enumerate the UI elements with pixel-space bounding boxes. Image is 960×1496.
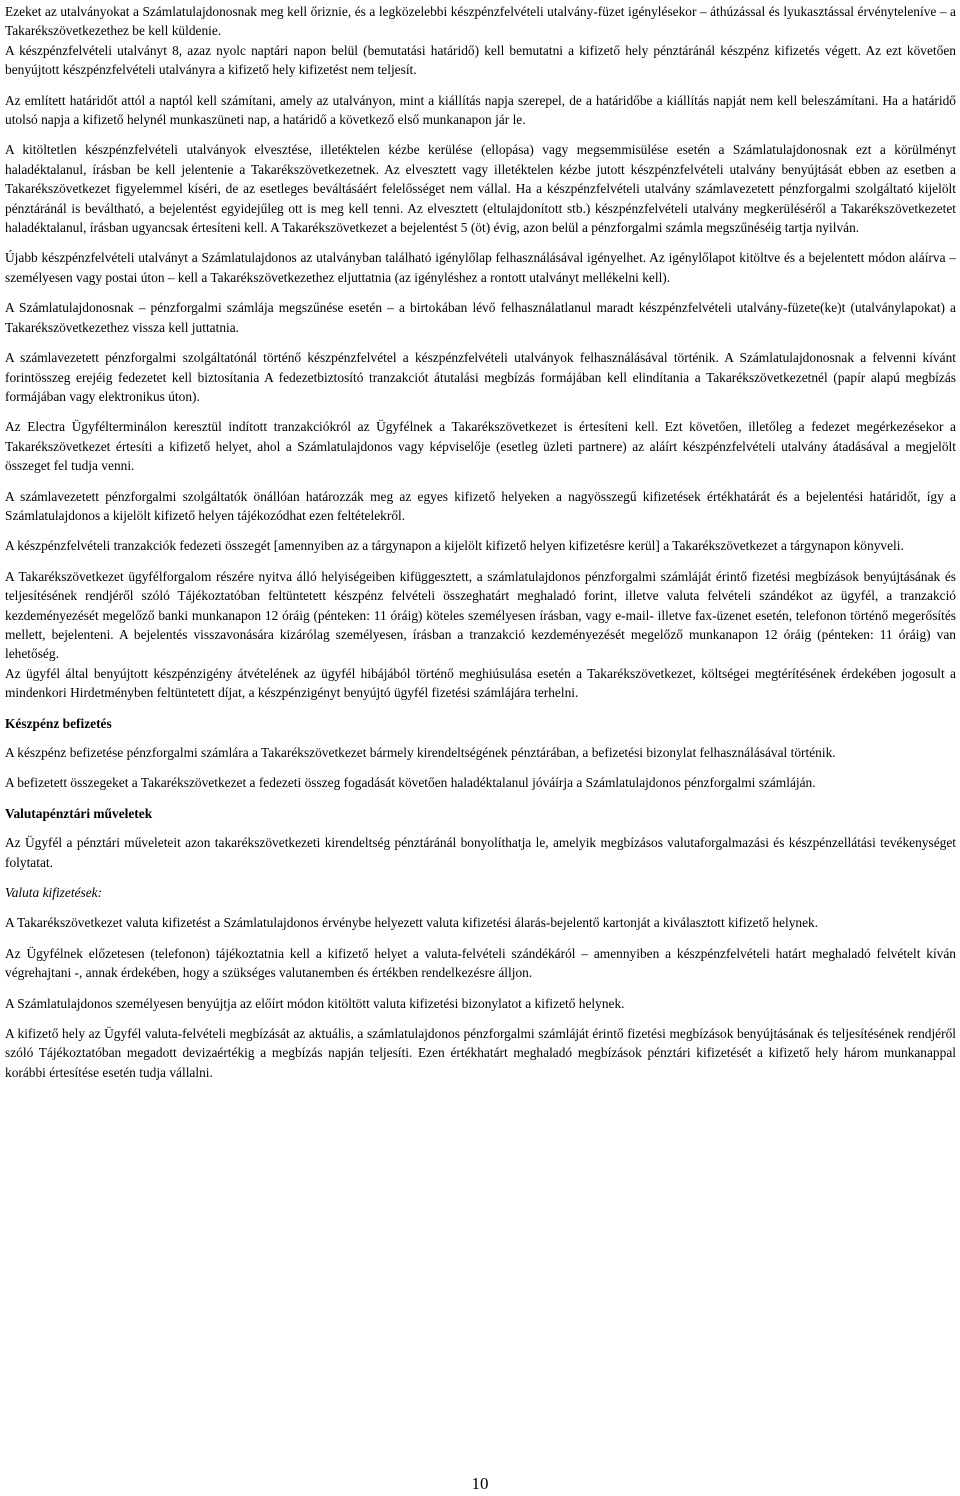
paragraph-fx-payout-1: A Takarékszövetkezet valuta kifizetést a Számlatulajdonos érvénybe helyezett valuta kifizetési álarás-bejelentő kartonját a kiválasztott kifizető helynek.	[5, 915, 819, 931]
heading-cash-deposit: Készpénz befizetés	[5, 715, 112, 731]
subheading-fx-payouts: Valuta kifizetések:	[5, 885, 103, 901]
paragraph-lost-vouchers: A kitöltetlen készpénzfelvételi utalványok elvesztése, illetéktelen kézbe kerülése (ellopása) vagy megsemmisülése esetén a Számlatulajdonosnak ezt a körülményt haladéktalanul, írásban be kell jelentenie a Takarékszövetkezetnek. Az elvesztett vagy illetéktelen kézbe jutott készpénzfelvételi utalvány benyújtását ebben az esetben a Takarékszövetkezet figyelemmel kíséri, de az esetleges beváltásáért felelősséget nem vállal. Ha a készpénzfelvételi utalvány számlavezetett pénzforgalmi szolgáltató kijelölt pénztáránál is beváltható, a bejelentést egyidejűleg ott is meg kell tenni. Az elvesztett (eltulajdonított stb.) készpénzfelvételi utalvány megkerüléséről a Takarékszövetkezetet haladéktalanul, írásban ugyancsak értesíteni kell. A Takarékszövetkezet a bejelentést 5 (öt) évig, azon belül a pénzforgalmi számla megszűnéséig tartja nyilván.	[5, 142, 956, 236]
paragraph-fx-payout-2: Az Ügyfélnek előzetesen (telefonon) tájékoztatnia kell a kifizető helyet a valuta-felvételi szándékáról – amennyiben a készpénzfelvételi határt meghaladó felvételt kíván végrehajtani -, annak érdekében, hogy a szükséges valutanemben és értékben rendelkezésre álljon.	[5, 945, 956, 981]
paragraph-deadline-calculation: Az említett határidőt attól a naptól kell számítani, amely az utalványon, mint a kiállítás napja szerepel, de a határidőbe a kiállítás napját nem kell beleszámítani. Ha a határidő utolsó napja a kifizető helynél munkaszüneti nap, a határidő a következő első munkanapon jár le.	[5, 92, 956, 128]
paragraph-failed-collection: Az ügyfél által benyújtott készpénzigény átvételének az ügyfél hibájából történő meghiúsulása esetén a Takarékszövetkezet, költségei megtérítésének érdekében jogosult a mindenkori Hirdetményben feltüntetett díjat, a készpénzigényt benyújtó ügyfél fizetési számlájára terhelni.	[5, 665, 956, 701]
paragraph-large-payment-limits: A számlavezetett pénzforgalmi szolgáltatók önállóan határozzák meg az egyes kifizető helyeken a nagyösszegű kifizetések értékhatárát és a bejelentési határidőt, így a Számlatulajdonos a kijelölt kifizető helyen tájékozódhat ezen feltételekről.	[5, 488, 956, 523]
paragraph-fx-payout-3: A Számlatulajdonos személyesen benyújtja az előírt módon kitöltött valuta kifizetési bizonylatot a kifizető helynek.	[5, 995, 625, 1011]
heading-fx-cash: Valutapénztári műveletek	[5, 805, 153, 821]
paragraph-booking: A készpénzfelvételi tranzakciók fedezeti összegét [amennyiben az a tárgynapon a kijelölt kifizető helyen kifizetésre kerül] a Takarékszövetkezet a tárgynapon könyveli.	[5, 538, 904, 554]
paragraph-return-vouchers: A Számlatulajdonosnak – pénzforgalmi számlája megszűnése esetén – a birtokában lévő felhasználatlanul maradt készpénzfelvételi utalvány-füzete(ke)t (utalványlapokat) a Takarékszövetkezethez vissza kell juttatnia.	[5, 300, 956, 335]
paragraph-electra-terminal: Az Electra Ügyfélterminálon keresztül indított tranzakciókról az Ügyfélnek a Takarékszövetkezet is értesíteni kell. Ezt követően, illetőleg a fedezet megérkezésekor a Takarékszövetkezet értesíti a kifizető helyet, ahol a Számlatulajdonos vagy képviselője (esetleg üzleti partnere) az aláírt készpénzfelvételi utalvány átadásával a megjelölt összeget fel tudja venni.	[5, 419, 956, 474]
paragraph-presentation-deadline: A készpénzfelvételi utalványt 8, azaz nyolc naptári napon belül (bemutatási határidő) kell bemutatni a kifizető hely pénztáránál készpénz kifizetés végett. Az ezt követően benyújtott készpénzfelvételi utalványra a kifizető hely kifizetést nem teljesít.	[5, 42, 956, 78]
paragraph-cash-deposit-1: A készpénz befizetése pénzforgalmi számlára a Takarékszövetkezet bármely kirendeltségének pénztárában, a befizetési bizonylat felhasználásával történik.	[5, 745, 836, 760]
paragraph-voucher-storage: Ezeket az utalványokat a Számlatulajdonosnak meg kell őriznie, és a legközelebbi készpénzfelvételi utalvány-füzet igénylésekor – áthúzással és lyukasztással érvényteleníve – a Takarékszövetkezethez be kell küldenie.	[5, 4, 956, 39]
paragraph-fx-payout-4: A kifizető hely az Ügyfél valuta-felvételi megbízását az aktuális, a számlatulajdonos pénzforgalmi számláját érintő fizetési megbízások benyújtásának és teljesítésének rendjéről szóló Tájékoztatóban megadott devizaértékig a megbízás napján teljesíti. Ezen értékhatárt meghaladó megbízások pénztári kifizetését a kifizető hely három munkanappal korábbi értesítése esetén tudja vállalni.	[5, 1026, 956, 1080]
paragraph-withdrawal-notice: A Takarékszövetkezet ügyfélforgalom részére nyitva álló helyiségeiben kifüggesztett, a számlatulajdonos pénzforgalmi számláját érintő fizetési megbízások benyújtásának és teljesítésének rendjéről szóló Tájékoztatóban feltüntetett készpénz felvételi összeghatárt meghaladó forint, illetve valuta felvételi szándékot az ügyfél, a tranzakció kezdeményezését megelőző banki munkanapon 12 óráig (pénteken: 11 óráig) köteles személyesen írásban, vagy e-mail- illetve fax-üzenet esetén, telefonon történő megerősítés mellett, bejelenteni. A bejelentés visszavonására kizárólag személyesen, írásban a tranzakció kezdeményezését megelőző munkanapon 12 óráig (pénteken: 11 óráig) van lehetőség.	[5, 568, 956, 662]
paragraph-new-vouchers: Újabb készpénzfelvételi utalványt a Számlatulajdonos az utalványban található igénylőlap felhasználásával igényelhet. Az igénylőlapot kitöltve és a bejelentett módon aláírva – személyesen vagy postai úton – kell a Takarékszövetkezethez eljuttatnia (az igényléshez a rontott utalványt mellékelni kell).	[5, 250, 956, 285]
paragraph-cash-withdrawal: A számlavezetett pénzforgalmi szolgáltatónál történő készpénzfelvétel a készpénzfelvételi utalványok felhasználásával történik. A Számlatulajdonosnak a felvenni kívánt forintösszeg erejéig fedezetet kell biztosítania A fedezetbiztosító tranzakciót átutalási megbízás formájában kell elindítania a Takarékszövetkezetnél (papír alapú megbízás formájában vagy elektronikus úton).	[5, 350, 956, 404]
document-page	[5, 2, 956, 1093]
paragraph-cash-deposit-2: A befizetett összegeket a Takarékszövetkezet a fedezeti összeg fogadását követően haladéktalanul jóváírja a Számlatulajdonos pénzforgalmi számláján.	[5, 775, 816, 791]
paragraph-fx-cash-1: Az Ügyfél a pénztári műveleteit azon takarékszövetkezeti kirendeltség pénztáránál bonyolíthatja le, amelyik megbízásos valutaforgalmazási és készpénzellátási tevékenységet folytatat.	[5, 835, 956, 870]
page-number: 10	[471, 1474, 489, 1493]
